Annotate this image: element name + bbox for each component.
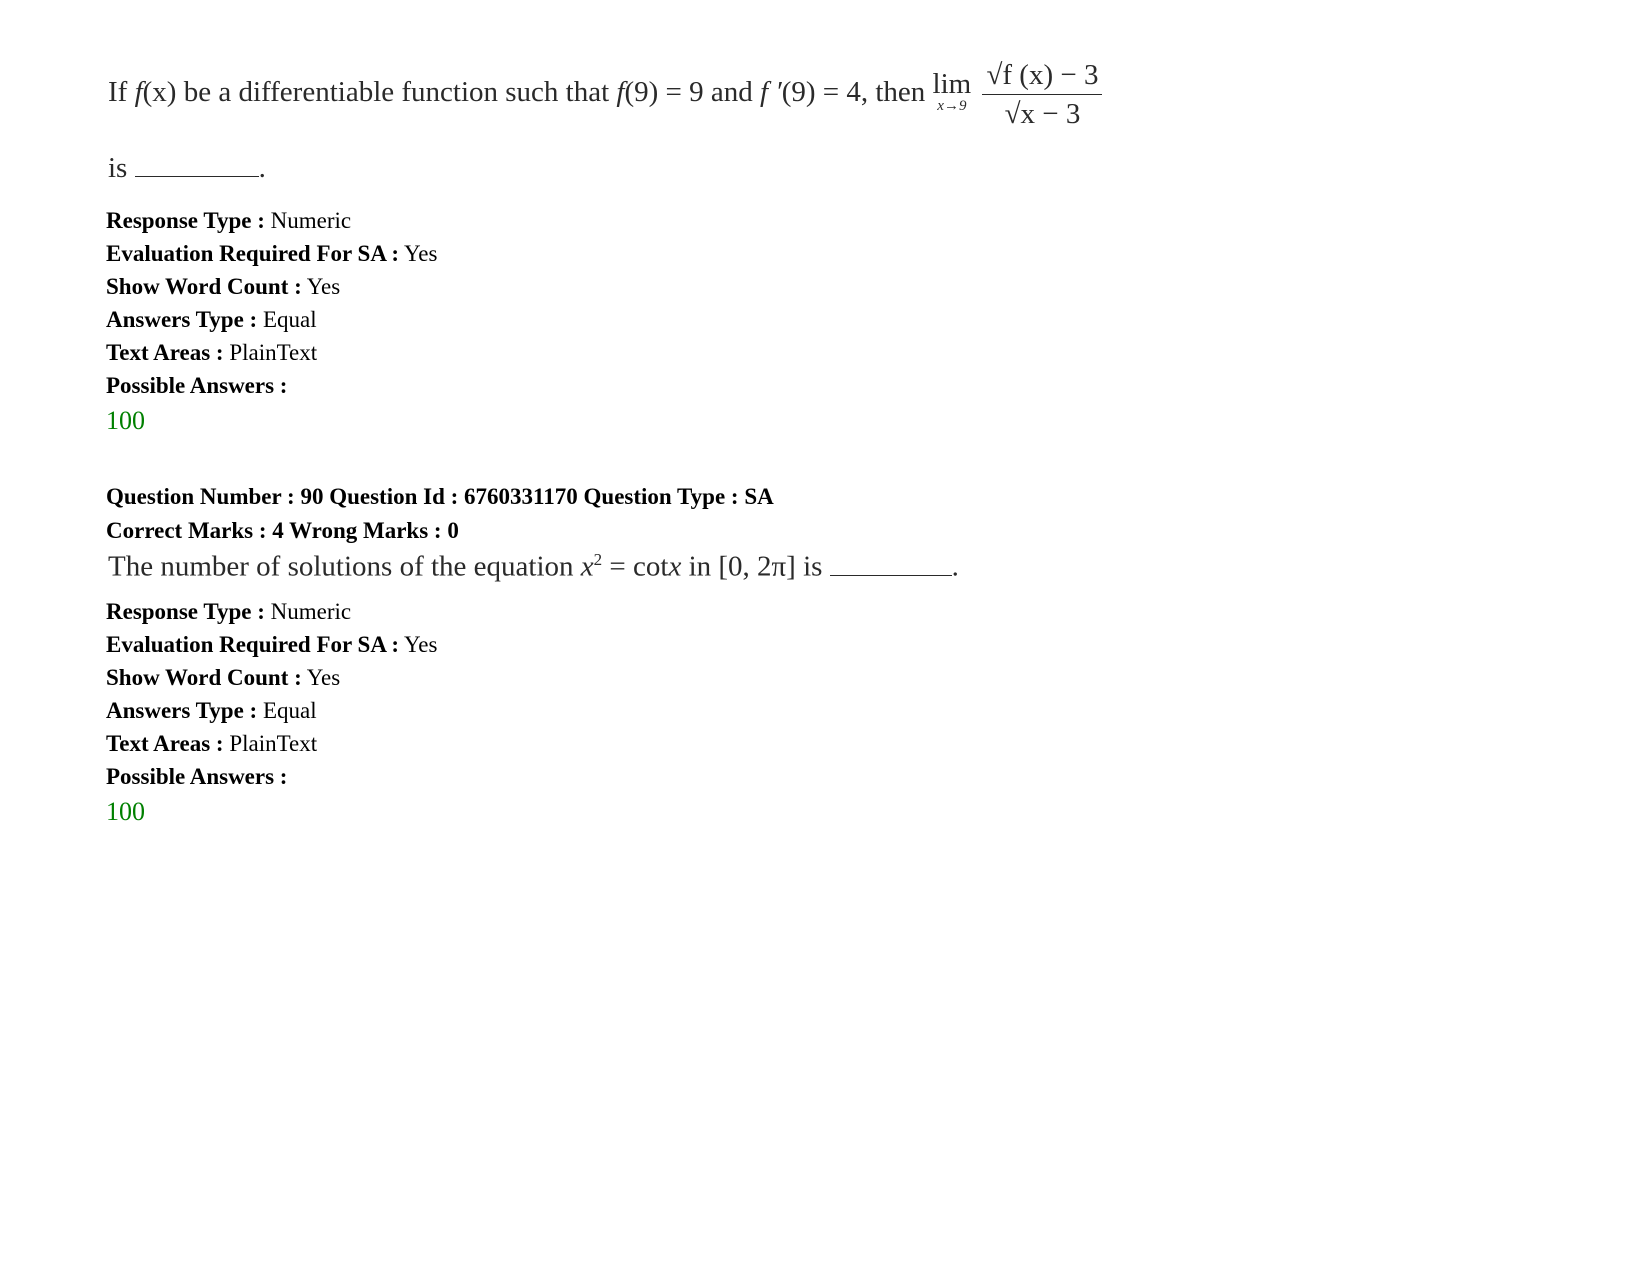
value: Yes — [306, 274, 341, 299]
lim-text: lim — [932, 67, 972, 100]
value: Equal — [262, 307, 317, 332]
question-1-tail: is . — [108, 152, 266, 184]
q2-text-areas — [106, 727, 317, 760]
label: Response Type : — [106, 599, 265, 624]
label: Text Areas : — [106, 731, 224, 756]
q1-show-word-count — [106, 270, 340, 303]
q2-possible-answer: 100 — [106, 797, 145, 826]
question-1-statement — [108, 58, 1102, 131]
q2-mid: = cot — [602, 550, 669, 583]
q2-x2: x — [668, 550, 682, 583]
value: Numeric — [270, 599, 352, 624]
fraction-denominator: √x − 3 — [1004, 98, 1081, 130]
label: Show Word Count : — [106, 665, 302, 690]
q2-lead: The number of solutions of the equation — [108, 550, 581, 583]
q1-f: f — [134, 76, 143, 109]
label: Evaluation Required For SA : — [106, 632, 400, 657]
label: Possible Answers : — [106, 764, 288, 789]
q2-possible-answers-label — [106, 760, 287, 793]
label: Evaluation Required For SA : — [106, 241, 400, 266]
q1-if-text: If — [108, 76, 128, 109]
q2-tail: in [0, 2π] is — [681, 550, 830, 583]
q2-evaluation-required — [106, 628, 437, 661]
label: Answers Type : — [106, 307, 258, 332]
q1-answers-type — [106, 303, 317, 336]
q1-evaluation-required — [106, 237, 437, 270]
q1-possible-answers-label — [106, 369, 287, 402]
label: Answers Type : — [106, 698, 258, 723]
q2-show-word-count — [106, 661, 340, 694]
q2-x: x — [580, 550, 594, 583]
value: PlainText — [229, 340, 318, 365]
q1-fprime: f ′ — [760, 76, 782, 109]
q1-cond2: (9) = 4, then — [781, 76, 926, 109]
label: Response Type : — [106, 208, 265, 233]
value: Numeric — [270, 208, 352, 233]
fraction-numerator: √f (x) − 3 — [982, 58, 1102, 95]
answer-blank — [830, 555, 952, 576]
value: Yes — [404, 632, 438, 657]
q2-answers-type — [106, 694, 317, 727]
value: Yes — [306, 665, 341, 690]
q1-response-type — [106, 204, 351, 237]
q1-cond1: (9) = 9 and — [624, 76, 761, 109]
q2-response-type — [106, 595, 351, 628]
limit-fraction — [982, 58, 1102, 131]
q1-x: (x) — [142, 76, 177, 109]
answer-blank — [135, 156, 259, 177]
limit-operator — [932, 67, 972, 117]
value: PlainText — [229, 731, 318, 756]
q1-f2: f — [616, 76, 625, 109]
label: Text Areas : — [106, 340, 224, 365]
q1-is-text: is — [108, 152, 128, 184]
label: Show Word Count : — [106, 274, 302, 299]
value: Equal — [262, 698, 317, 723]
q2-header-line-1: Question Number : 90 Question Id : 6760331170 Question Type : SA — [106, 484, 774, 509]
label: Possible Answers : — [106, 373, 288, 398]
q2-sup: 2 — [593, 550, 603, 569]
value: Yes — [404, 241, 438, 266]
question-2-statement: The number of solutions of the equation $x^2 = \cot x$ in [0, 2π] is . — [108, 550, 959, 583]
q1-possible-answer: 100 — [106, 406, 145, 435]
q1-mid: be a differentiable function such that — [176, 76, 617, 109]
lim-subscript: x→9 — [937, 97, 967, 114]
q1-text-areas — [106, 336, 317, 369]
q2-header-line-2: Correct Marks : 4 Wrong Marks : 0 — [106, 518, 459, 543]
